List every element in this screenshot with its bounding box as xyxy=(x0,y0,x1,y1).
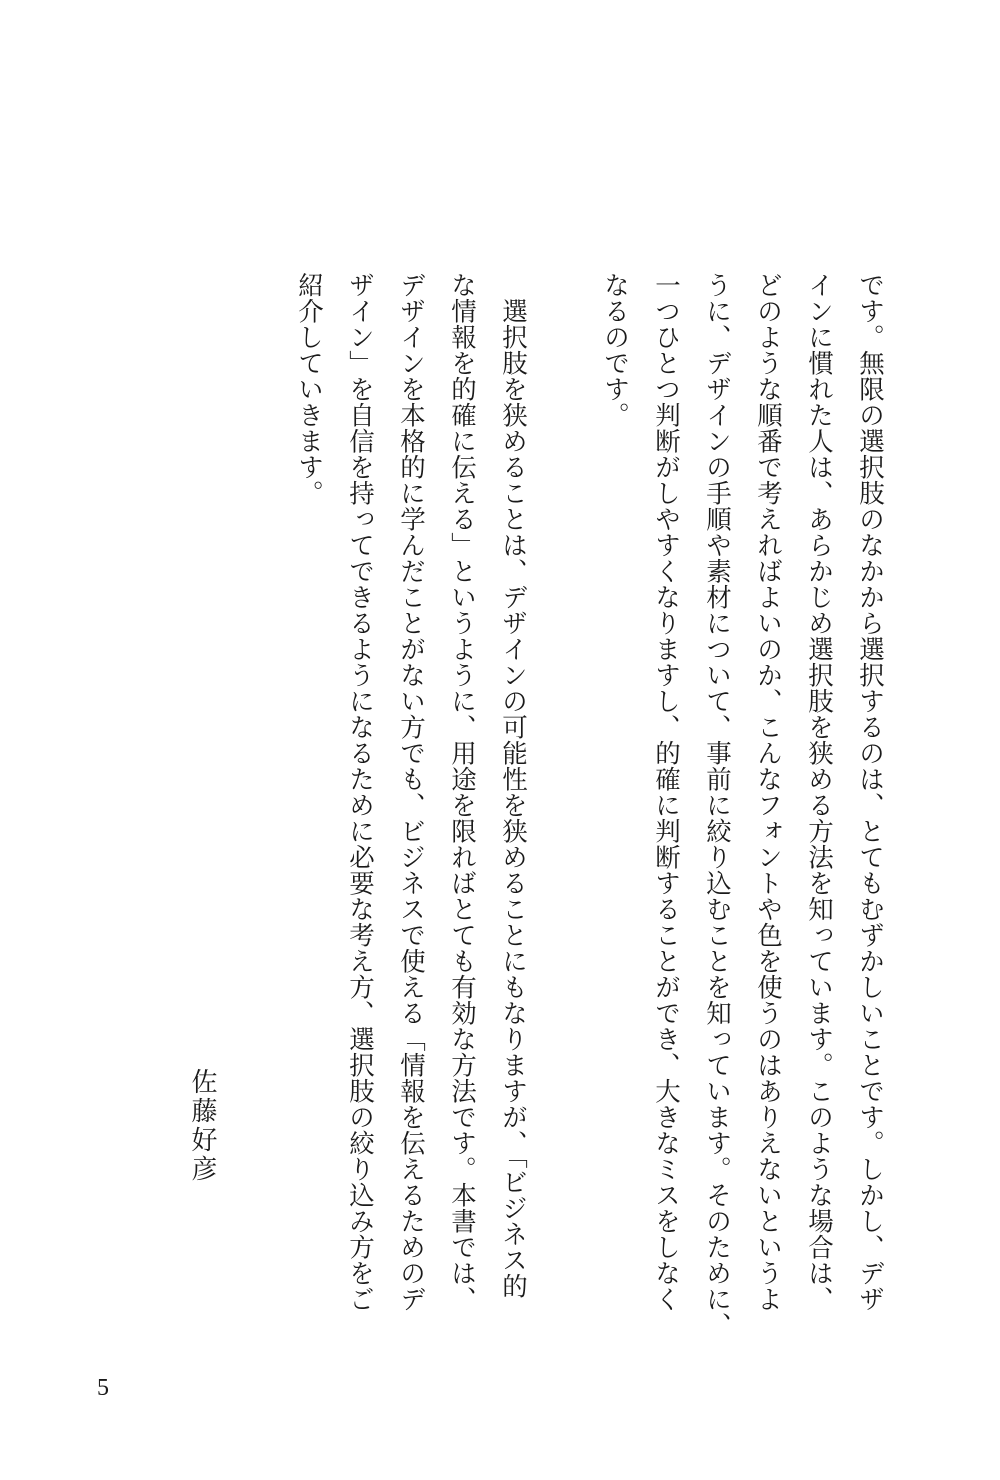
page-number: 5 xyxy=(97,1375,109,1401)
paragraph-2-line: 選択肢を狭めることは、デザインの可能性を狭めることにもなりますが、「ビジネス的 xyxy=(498,272,528,1300)
paragraph-2-line: な情報を的確に伝える」というように、用途を限ればとても有効な方法です。本書では、 xyxy=(447,272,477,1312)
paragraph-2-line: ザイン」を自信を持ってできるようになるために必要な考え方、選択肢の絞り込み方をご xyxy=(345,272,375,1312)
paragraph-1-line: です。無限の選択肢のなかから選択するのは、とてもむずかしいことです。しかし、デザ xyxy=(855,272,885,1312)
paragraph-1-line: どのような順番で考えればよいのか、こんなフォントや色を使うのはありえないというよ xyxy=(753,272,783,1312)
paragraph-1-line: なるのです。 xyxy=(600,272,630,428)
paragraph-2-line: 紹介していきます。 xyxy=(294,272,324,506)
paragraph-2 xyxy=(288,272,538,1372)
paragraph-1-line: 一つひとつ判断がしやすくなりますし、的確に判断することができ、大きなミスをしなく xyxy=(651,272,681,1312)
paragraph-1-line: うに、デザインの手順や素材について、事前に絞り込むことを知っています。そのために、 xyxy=(702,272,732,1338)
author-name: 佐藤好彦 xyxy=(187,1068,217,1184)
paragraph-1 xyxy=(595,272,895,1372)
paragraph-2-line: デザインを本格的に学んだことがない方でも、ビジネスで使える「情報を伝えるためのデ xyxy=(396,272,426,1312)
paragraph-1-line: インに慣れた人は、あらかじめ選択肢を狭める方法を知っています。このような場合は、 xyxy=(804,272,834,1312)
